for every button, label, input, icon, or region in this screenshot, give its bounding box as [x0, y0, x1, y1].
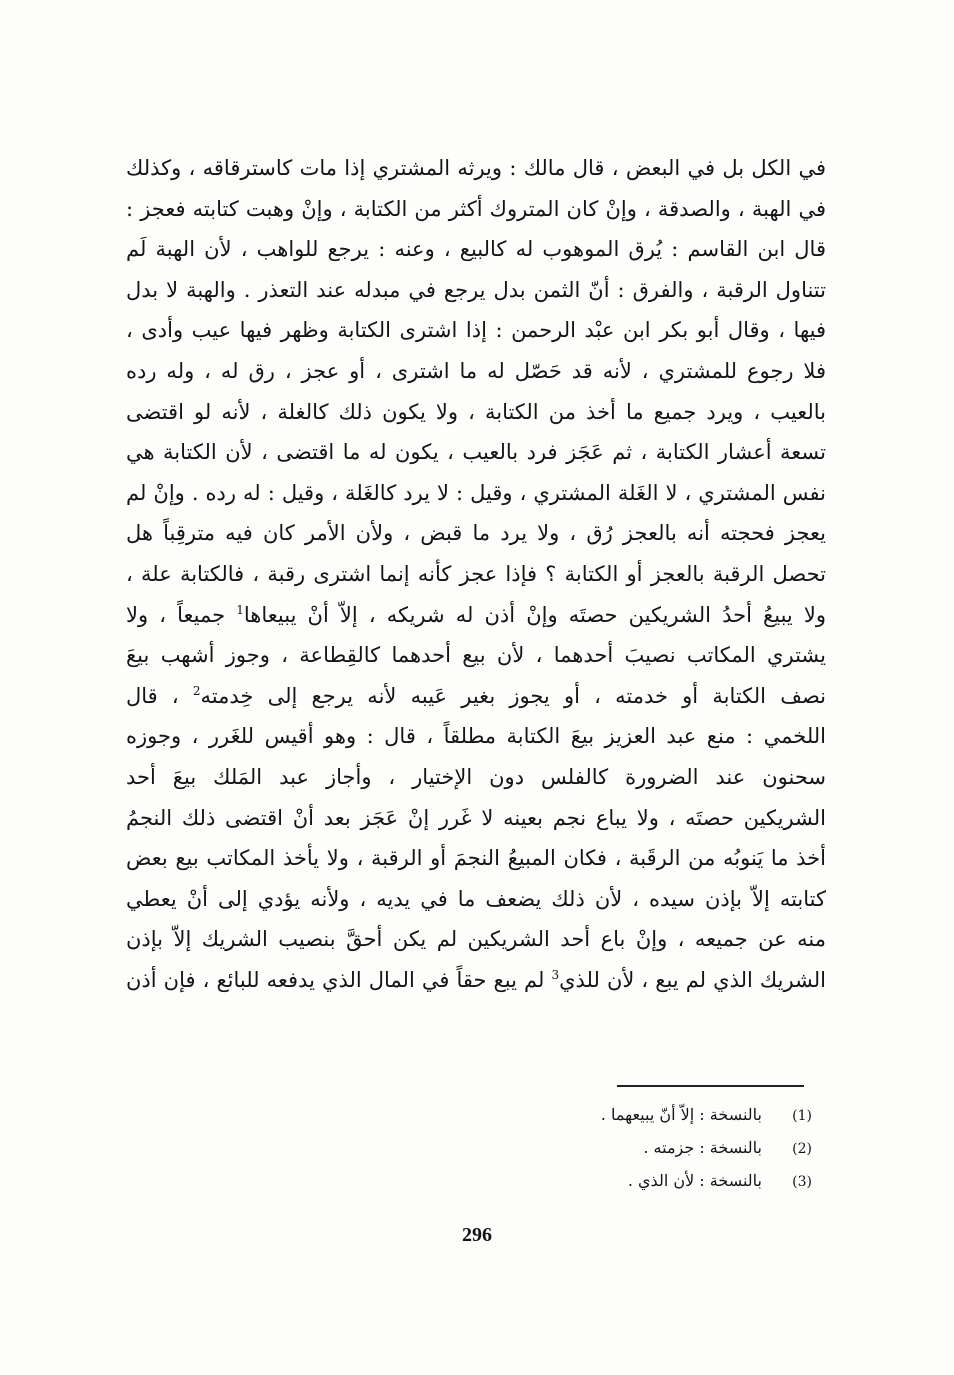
text-line [126, 676, 826, 717]
footnote-number: (2) [792, 1141, 812, 1157]
text-line: فلا رجوع للمشتري ، لأنه قد حَصّل له ما اشترى ، أو عجز ، رق له ، وله رده [126, 358, 826, 383]
text-line: قال ابن القاسم : يُرق الموهوب له كالبيع ، وعنه : يرجع للواهب ، لأن الهبة لَم [126, 237, 826, 262]
text-line: تحصل الرقبة بالعجز أو الكتابة ؟ فإذا عجز كأنه إنما اشترى رقبة ، فالكتابة علة ، [126, 561, 826, 586]
text-line: تتناول الرقبة ، والفرق : أنّ الثمن بدل يرجع في مبدله عند التعذر . والهبة لا بدل [126, 277, 826, 302]
footnote-number: (1) [792, 1108, 812, 1124]
footnote-separator [617, 1085, 804, 1087]
footnotes-block [126, 1098, 812, 1197]
footnote-text: بالنسخة : جزمته . [643, 1138, 762, 1157]
text-segment: جميعاً ، ولا [126, 602, 237, 627]
text-line: في الهبة ، والصدقة ، وإنْ كان المتروك أكثر من الكتابة ، وإنْ وهبت كتابته فعجز : [126, 196, 826, 221]
footnote-marker-1[interactable]: 1 [236, 602, 244, 617]
text-segment: ، قال [126, 683, 193, 708]
footnote-item [126, 1098, 812, 1131]
main-text-block [126, 148, 826, 1000]
footnote-text: بالنسخة : لأن الذي . [627, 1171, 762, 1190]
text-segment: نصف الكتابة أو خدمته ، أو يجوز بغير عَيبه لأنه يرجع إلى خِدمته [200, 683, 826, 708]
text-line [126, 960, 826, 1001]
text-line: سحنون عند الضرورة كالفلس دون الإختيار ، وأجاز عبد المَلك بيعَ أحد [126, 764, 826, 789]
text-line: أخذ ما يَنوبُه من الرقَبة ، فكان المبيعُ النجمَ أو الرقبة ، ولا يأخذ المكاتب بيع بعض [126, 846, 826, 871]
text-line: يعجز فحجته أنه بالعجز رُق ، ولا يرد ما قبض ، ولأن الأمر كان فيه مترقِباً هل [126, 521, 826, 546]
text-line: فيها ، وقال أبو بكر ابن عبْد الرحمن : إذا اشترى الكتابة وظهر فيها عيب وأدى ، [126, 318, 826, 343]
text-line: بالعيب ، ويرد جميع ما أخذ من الكتابة ، ولا يكون ذلك كالغلة ، لأنه لو اقتضى [126, 399, 826, 424]
page-number: 296 [462, 1224, 492, 1246]
text-segment: الشريك الذي لم يبع ، لأن للذي [559, 967, 826, 992]
footnote-number: (3) [792, 1174, 812, 1190]
footnote-item [126, 1131, 812, 1164]
text-line: كتابته إلاّ بإذن سيده ، لأن ذلك يضعف ما في يديه ، ولأنه يؤدي إلى أنْ يعطي [126, 886, 826, 911]
footnote-item [126, 1164, 812, 1197]
text-line: نفس المشتري ، لا الغَلة المشتري ، وقيل : لا يرد كالغَلة ، وقيل : له رده . وإنْ لم [126, 480, 826, 505]
text-line: يشتري المكاتب نصيبَ أحدهما ، لأن بيع أحدهما كالقِطاعة ، وجوز أشهب بيعَ [126, 643, 826, 668]
footnote-marker-3[interactable]: 3 [551, 967, 560, 982]
text-line: اللخمي : منع عبد العزيز بيعَ الكتابة مطلقاً ، قال : وهو أقيس للغَرر ، وجوزه [126, 724, 826, 749]
text-segment: لم يبع حقاً في المال الذي يدفعه للبائع ، فإن أذن [126, 967, 552, 992]
footnote-text: بالنسخة : إلاّ أنّ يبيعهما . [600, 1105, 762, 1124]
text-line: الشريكين حصتَه ، ولا يباع نجم بعينه لا غَرر إنْ عَجَز بعد أنْ اقتضى ذلك النجمُ [126, 805, 826, 830]
text-line: تسعة أعشار الكتابة ، ثم عَجَز فرد بالعيب ، يكون له ما اقتضى ، لأن الكتابة هي [126, 440, 826, 465]
text-line [126, 595, 826, 636]
text-line: في الكل بل في البعض ، قال مالك : ويرثه المشتري إذا مات كاسترقاقه ، وكذلك [126, 156, 826, 180]
text-segment: ولا يبيعُ أحدُ الشريكين حصتَه وإنْ أذن له شريكه ، إلاّ أنْ يبيعاها [243, 602, 826, 627]
text-line: منه عن جميعه ، وإنْ باع أحد الشريكين لم يكن أحقَّ بنصيب الشريك إلاّ بإذن [126, 927, 826, 952]
footnote-marker-2[interactable]: 2 [192, 683, 201, 698]
